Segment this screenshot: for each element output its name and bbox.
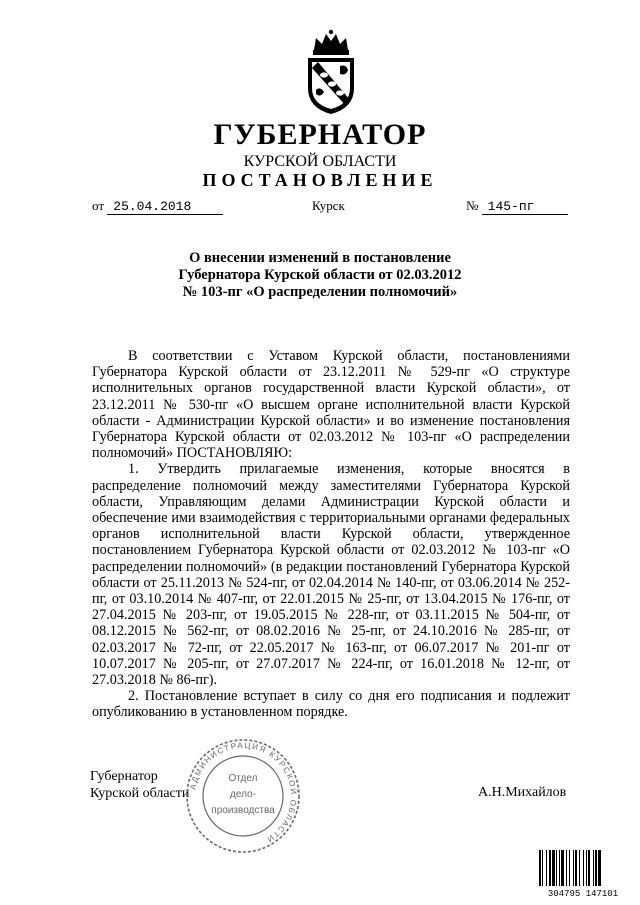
stamp-ring-text: АДМИНИСТРАЦИЯ КУРСКОЙ ОБЛАСТИ <box>188 740 299 845</box>
signatory-position-line: Курской области <box>90 786 190 801</box>
date-block <box>92 198 223 215</box>
barcode-bar <box>559 850 560 886</box>
document-heading <box>0 250 640 301</box>
barcode-bar <box>549 850 551 886</box>
barcode-bar <box>575 850 577 886</box>
date-label: от <box>92 198 105 213</box>
heading-line: Губернатора Курской области от 02.03.2012 <box>178 267 462 283</box>
official-stamp <box>184 737 302 855</box>
signatory-position <box>90 768 189 802</box>
barcode-bar <box>583 850 584 886</box>
document-body <box>92 348 570 721</box>
number-block <box>466 198 568 215</box>
region-subtitle: КУРСКОЙ ОБЛАСТИ <box>243 153 397 170</box>
barcode-bar <box>573 850 574 886</box>
heading-line: № 103-пг «О распределении полномочий» <box>182 284 458 300</box>
body-paragraph-item-2: 2. Постановление вступает в силу со дня его подписания и подлежит опубликованию в установленном порядке. <box>92 688 570 721</box>
document-barcode <box>538 850 628 898</box>
barcode-bar <box>569 850 570 886</box>
barcode-digits: 304795 147101 <box>547 889 619 898</box>
barcode-bar <box>552 850 555 886</box>
number-label: № <box>466 198 479 213</box>
document-type: ПОСТАНОВЛЕНИЕ <box>202 170 438 190</box>
heading-line: О внесении изменений в постановление <box>189 250 451 266</box>
barcode-bar <box>546 850 547 886</box>
coat-of-arms-emblem <box>300 28 362 116</box>
page-title: ГУБЕРНАТОР <box>213 118 427 151</box>
document-number: 145-пг <box>482 199 568 215</box>
barcode-bar <box>593 850 594 886</box>
body-paragraph-preamble: В соответствии с Уставом Курской области, постановлениями Губернатора Курской области от 23.12.2011 № 529-пг «О структуре исполнительных органов государственной власти Курской области», от 23.12.2011 № 530-пг «О высшем органе исполнительной власти Курской области - Администрации Курской области» и во изменение постановления Губернатора Курской области от 02.03.2012 № 103-пг «О распределении полномочий» ПОСТАНОВЛЯЮ: <box>92 348 570 462</box>
stamp-line: дело- <box>230 789 256 800</box>
barcode-bars <box>539 850 601 886</box>
barcode-bar <box>561 850 564 886</box>
signatory-name: А.Н.Михайлов <box>478 785 567 800</box>
city-label: Курск <box>312 198 345 213</box>
stamp-line: производства <box>211 805 275 816</box>
barcode-bar <box>542 850 543 886</box>
stamp-line: Отдел <box>228 773 258 784</box>
barcode-bar <box>539 850 541 886</box>
barcode-bar <box>579 850 580 886</box>
barcode-bar <box>556 850 557 886</box>
barcode-bar <box>566 850 567 886</box>
barcode-bar <box>598 850 601 886</box>
barcode-bar <box>595 850 597 886</box>
signatory-position-line: Губернатор <box>90 769 158 784</box>
body-paragraph-item-1: 1. Утвердить прилагаемые изменения, которые вносятся в распределение полномочий между заместителями Губернатора Курской области, Управляющим делами Администрации Курской области и обеспечение ими взаимодействия с территориальными органами федеральных органов исполнительной власти Курской области, утвержденное постановлением Губернатора Курской области от 02.03.2012 № 103-пг «О распределении полномочий» (в редакции постановлений Губернатора Курской области от 25.11.2013 № 524-пг, от 02.04.2014 № 140-пг, от 03.06.2014 № 252-пг, от 03.10.2014 № 407-пг, от 22.01.2015 № 25-пг, от 13.04.2015 № 176-пг, от 27.04.2015 № 203-пг, от 19.05.2015 № 228-пг, от 03.11.2015 № 504-пг, от 08.12.2015 № 562-пг, от 08.02.2016 № 25-пг, от 24.10.2016 № 285-пг, от 02.03.2017 № 72-пг, от 22.05.2017 № 163-пг, от 06.07.2017 № 201-пг от 10.07.2017 № 205-пг, от 27.07.2017 № 224-пг, от 16.01.2018 № 12-пг, от 27.03.2018 № 86-пг). <box>92 461 570 689</box>
barcode-bar <box>588 850 590 886</box>
document-date: 25.04.2018 <box>107 199 223 215</box>
barcode-bar <box>586 850 587 886</box>
